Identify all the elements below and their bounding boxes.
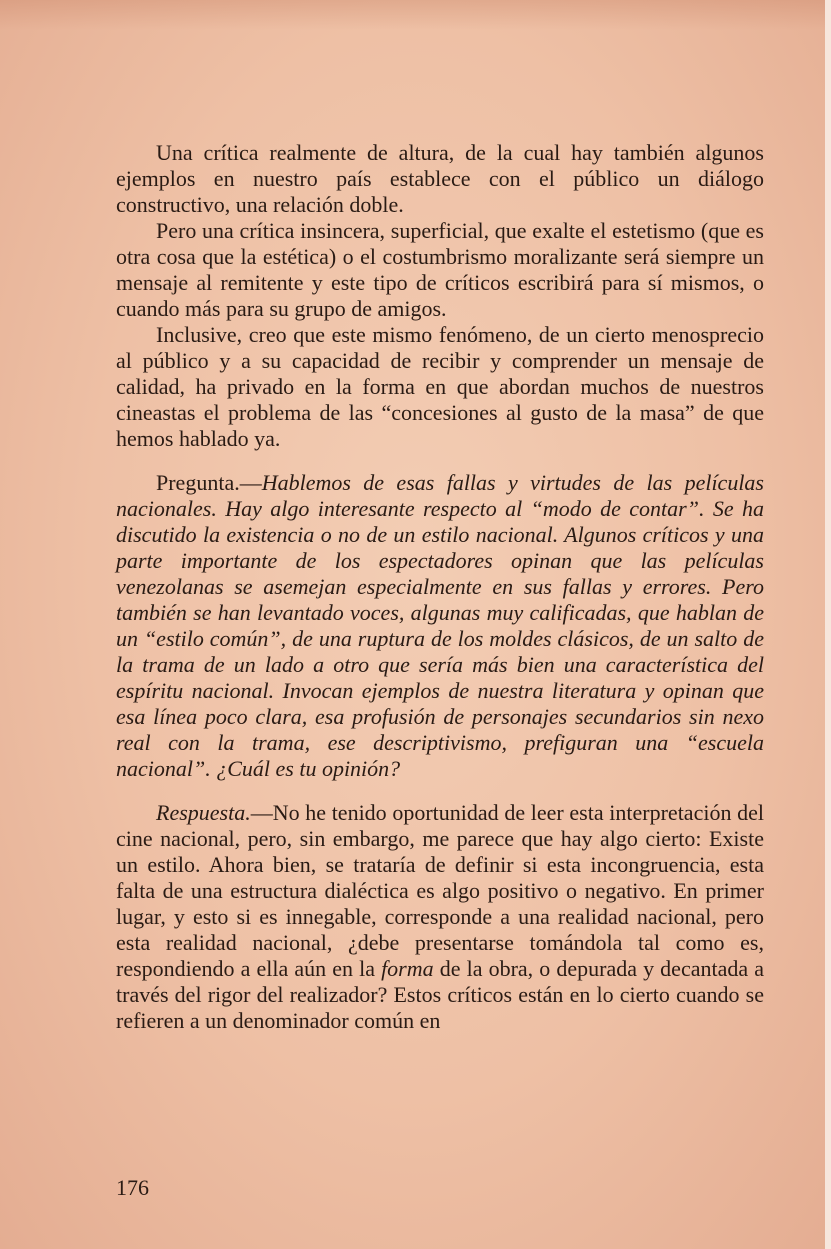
question-label: Pregunta.— [156,470,262,495]
paragraph-1: Una crítica realmente de altura, de la cual hay también algunos ejemplos en nuestro país establece con el público un diálogo constructivo, una relación doble. [116,140,764,217]
answer-emphasis: forma [381,956,434,981]
page-number: 176 [116,1175,149,1200]
answer-dash: — [250,800,273,825]
paragraph-3: Inclusive, creo que este mismo fenómeno, de un cierto menosprecio al público y a su capacidad de recibir y comprender un mensaje de calidad, ha privado en la forma en que abordan muchos de nuestros cineastas el problema de las “concesiones al gusto de la masa” de que hemos hablado ya. [116,322,764,451]
body-text [116,140,764,1034]
question-paragraph [116,470,764,782]
question-text: Hablemos de esas fallas y virtudes de las películas nacionales. Hay algo interesante respecto al “modo de contar”. Se ha discutido la existencia o no de un estilo nacional. Algunos críticos y una parte importante de los espectadores opinan que las películas venezolanas se asemejan especialmente en sus fallas y errores. Pero también se han levantado voces, algunas muy calificadas, que hablan de un “estilo común”, de una ruptura de los moldes clásicos, de un salto de la trama de un lado a otro que sería más bien una característica del espíritu nacional. Invocan ejemplos de nuestra literatura y opinan que esa línea poco clara, esa profusión de personajes secundarios sin nexo real con la trama, ese descriptivismo, prefiguran una “escuela nacional”. ¿Cuál es tu opinión? [116,470,764,781]
answer-paragraph [116,800,764,1034]
answer-text-part1: No he tenido oportunidad de leer esta interpretación del cine nacional, pero, sin embargo, me parece que hay algo cierto: Existe un estilo. Ahora bien, se trataría de definir si esta incongruencia, esta falta de una estructura dialéctica es algo positivo o negativo. En primer lugar, y esto si es innegable, corresponde a una realidad nacional, pero esta realidad nacional, ¿debe presentarse tomándola tal como es, respondiendo a ella aún en la [116,800,764,981]
page-top-shadow [0,0,831,30]
answer-text-part2: de la obra, o depurada y decantada a través del rigor del realizador? Estos críticos están en lo cierto cuando se refieren a un denominador común en [116,956,764,1033]
answer-label: Respuesta. [156,800,251,825]
paragraph-2: Pero una crítica insincera, superficial, que exalte el estetismo (que es otra cosa que la estética) o el costumbrismo moralizante será siempre un mensaje al remitente y este tipo de críticos escribirá para sí mismos, o cuando más para su grupo de amigos. [116,218,764,321]
page-right-edge [825,0,831,1249]
